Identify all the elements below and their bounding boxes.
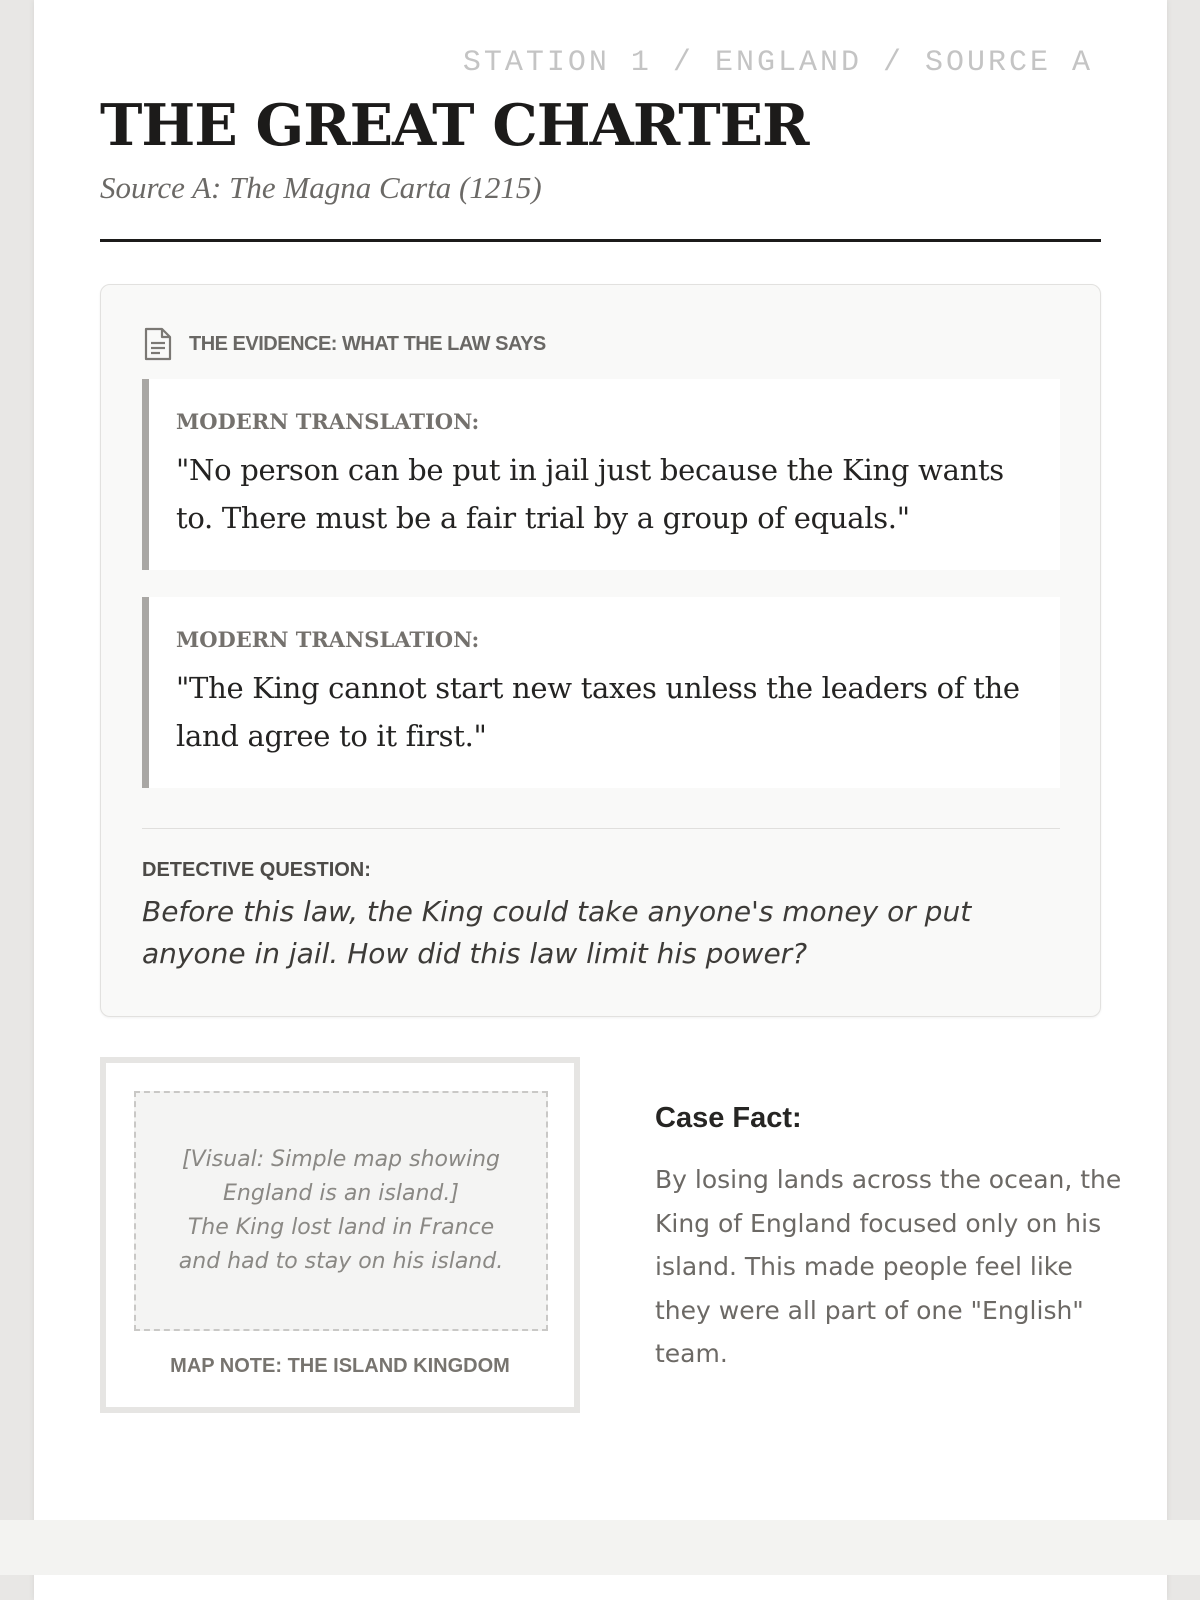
map-note: MAP NOTE: THE ISLAND KINGDOM bbox=[170, 1355, 510, 1377]
detective-question-text: Before this law, the King could take anyone's money or put anyone in jail. How did this law limit his power? bbox=[142, 895, 972, 970]
quote-block bbox=[142, 597, 1060, 788]
page-title: THE GREAT CHARTER bbox=[100, 92, 809, 159]
page-sheet bbox=[34, 0, 1167, 1600]
map-caption-line: England is an island.] bbox=[223, 1181, 459, 1206]
map-caption-line: The King lost land in France bbox=[187, 1215, 495, 1240]
quote-label: MODERN TRANSLATION: bbox=[176, 409, 480, 434]
document-icon bbox=[143, 327, 173, 361]
quote-label: MODERN TRANSLATION: bbox=[176, 627, 480, 652]
page-subtitle: Source A: The Magna Carta (1215) bbox=[100, 170, 542, 205]
case-fact-title: Case Fact: bbox=[655, 1102, 802, 1134]
evidence-label: THE EVIDENCE: WHAT THE LAW SAYS bbox=[189, 332, 546, 355]
evidence-header bbox=[143, 327, 546, 361]
detective-question-label: DETECTIVE QUESTION: bbox=[142, 859, 371, 881]
card-divider bbox=[142, 828, 1060, 829]
station-label: STATION 1 / ENGLAND / SOURCE A bbox=[462, 46, 1093, 80]
quote-block bbox=[142, 379, 1060, 570]
footer-band bbox=[0, 1520, 1200, 1575]
quote-text: "The King cannot start new taxes unless the leaders of the land agree to it first." bbox=[176, 671, 1020, 753]
evidence-card bbox=[100, 284, 1101, 1017]
map-placeholder bbox=[134, 1091, 548, 1331]
title-divider bbox=[100, 239, 1101, 242]
map-caption-line: [Visual: Simple map showing bbox=[181, 1147, 500, 1172]
map-caption-line: and had to stay on his island. bbox=[178, 1249, 504, 1274]
quote-text: "No person can be put in jail just because the King wants to. There must be a fair trial by a group of equals." bbox=[176, 453, 1004, 535]
case-fact-text: By losing lands across the ocean, the King of England focused only on his island. This made people feel like they were all part of one "English" team. bbox=[655, 1165, 1122, 1368]
map-figure bbox=[100, 1057, 580, 1413]
